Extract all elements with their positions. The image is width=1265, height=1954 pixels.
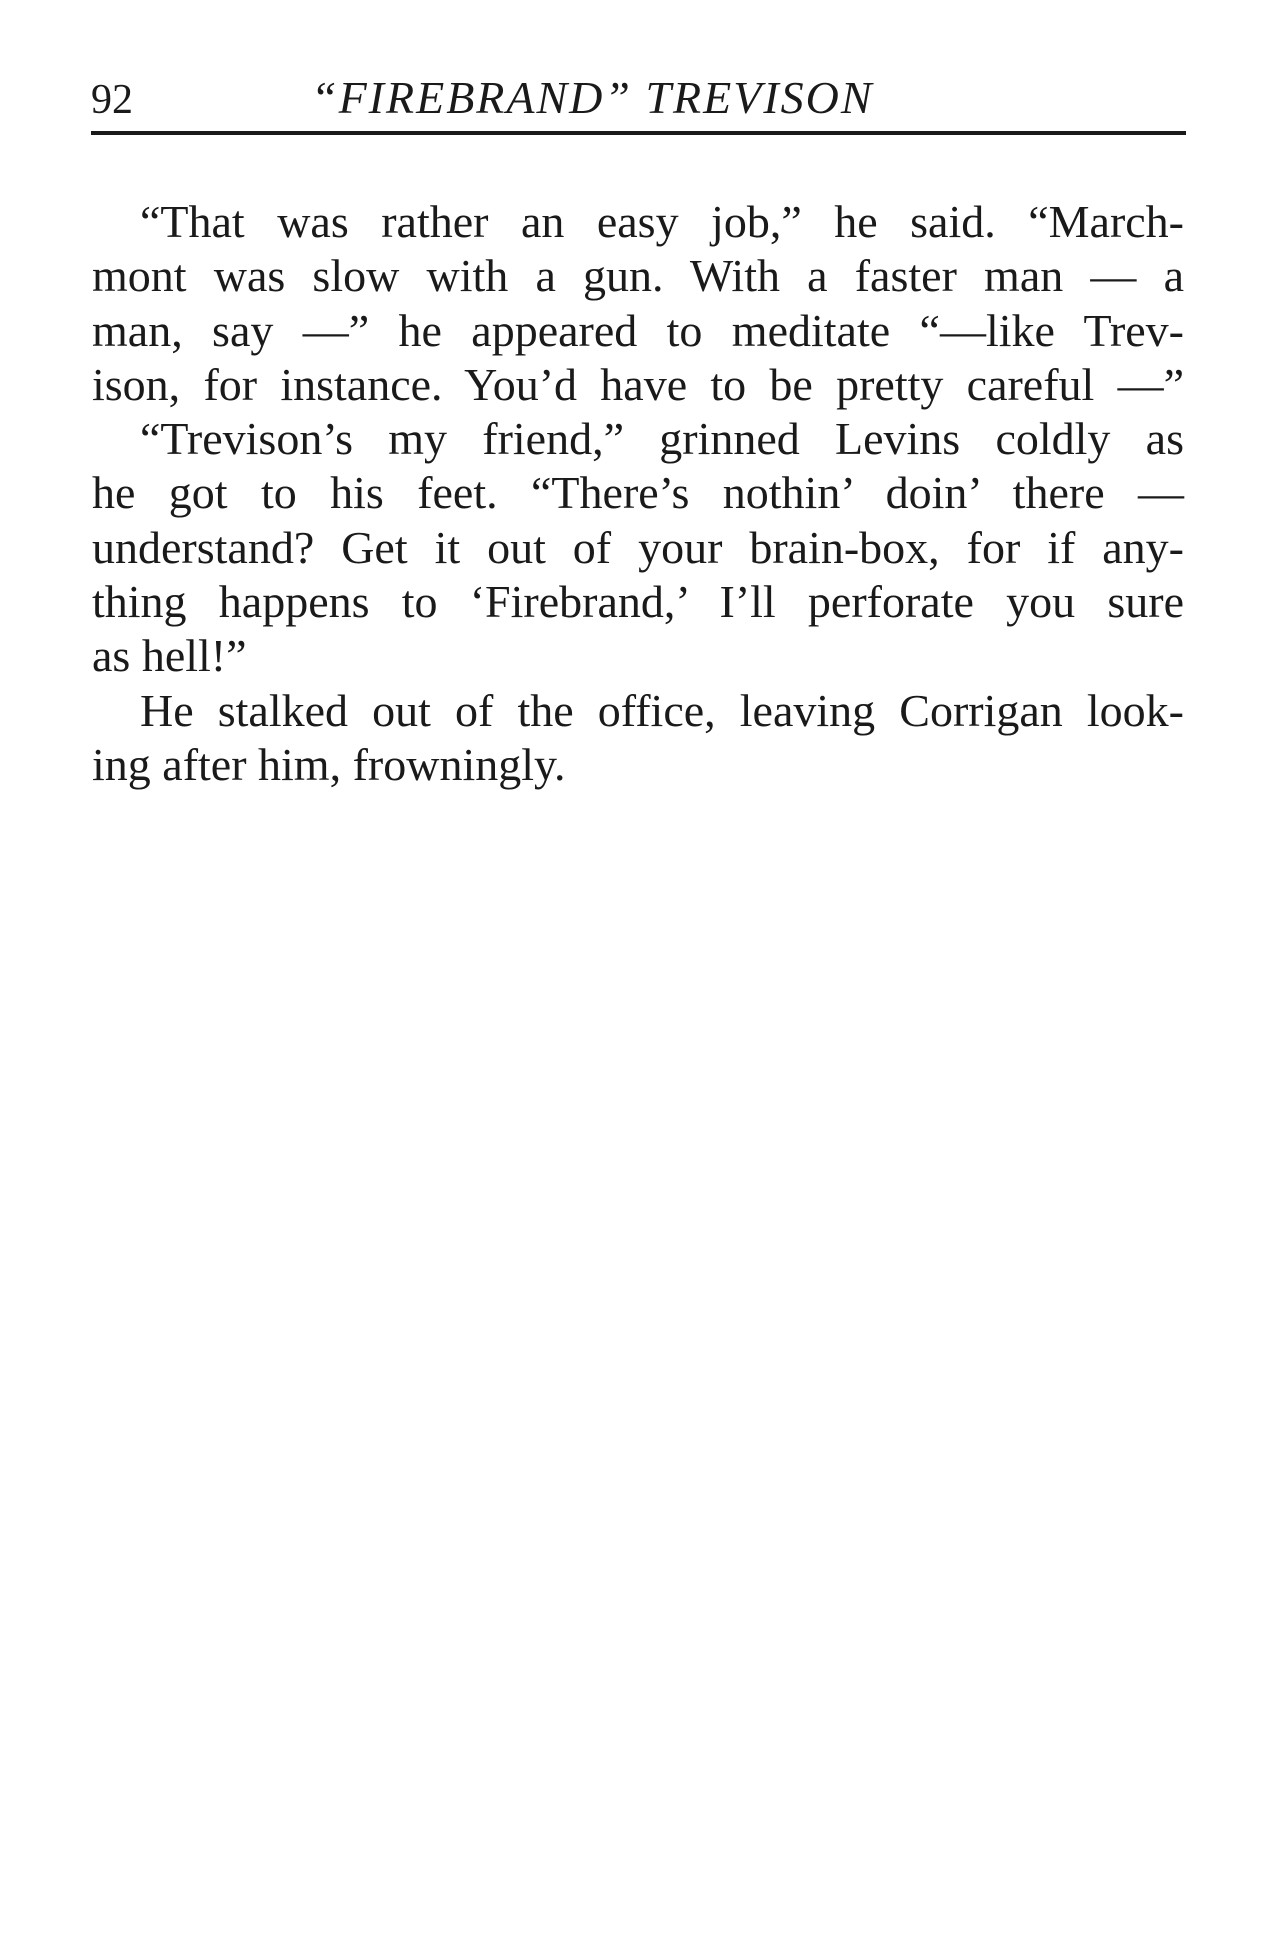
- running-title: “FIREBRAND” TREVISON: [311, 72, 874, 123]
- text-line: ison, for instance. You’d have to be pretty careful —”: [92, 358, 1184, 410]
- text-line: thing happens to ‘Firebrand,’ I’ll perforate you sure: [92, 576, 1184, 628]
- text-line: mont was slow with a gun. With a faster man — a: [92, 250, 1184, 302]
- running-head: [91, 70, 1186, 130]
- text-line: ing after him, frowningly.: [92, 738, 566, 790]
- text-line: as hell!”: [92, 630, 247, 682]
- text-line: he got to his feet. “There’s nothin’ doin’ there —: [92, 467, 1184, 519]
- text-line: “That was rather an easy job,” he said. “March-: [140, 196, 1184, 247]
- page-number: 92: [91, 77, 133, 123]
- text-line: man, say —” he appeared to meditate “—like Trev-: [92, 304, 1184, 356]
- header-rule: [91, 131, 1186, 135]
- text-line: “Trevison’s my friend,” grinned Levins coldly as: [140, 413, 1184, 465]
- text-line: understand? Get it out of your brain-box, for if any-: [92, 521, 1184, 573]
- body-text: [92, 195, 1184, 792]
- text-line: He stalked out of the office, leaving Corrigan look-: [140, 684, 1184, 736]
